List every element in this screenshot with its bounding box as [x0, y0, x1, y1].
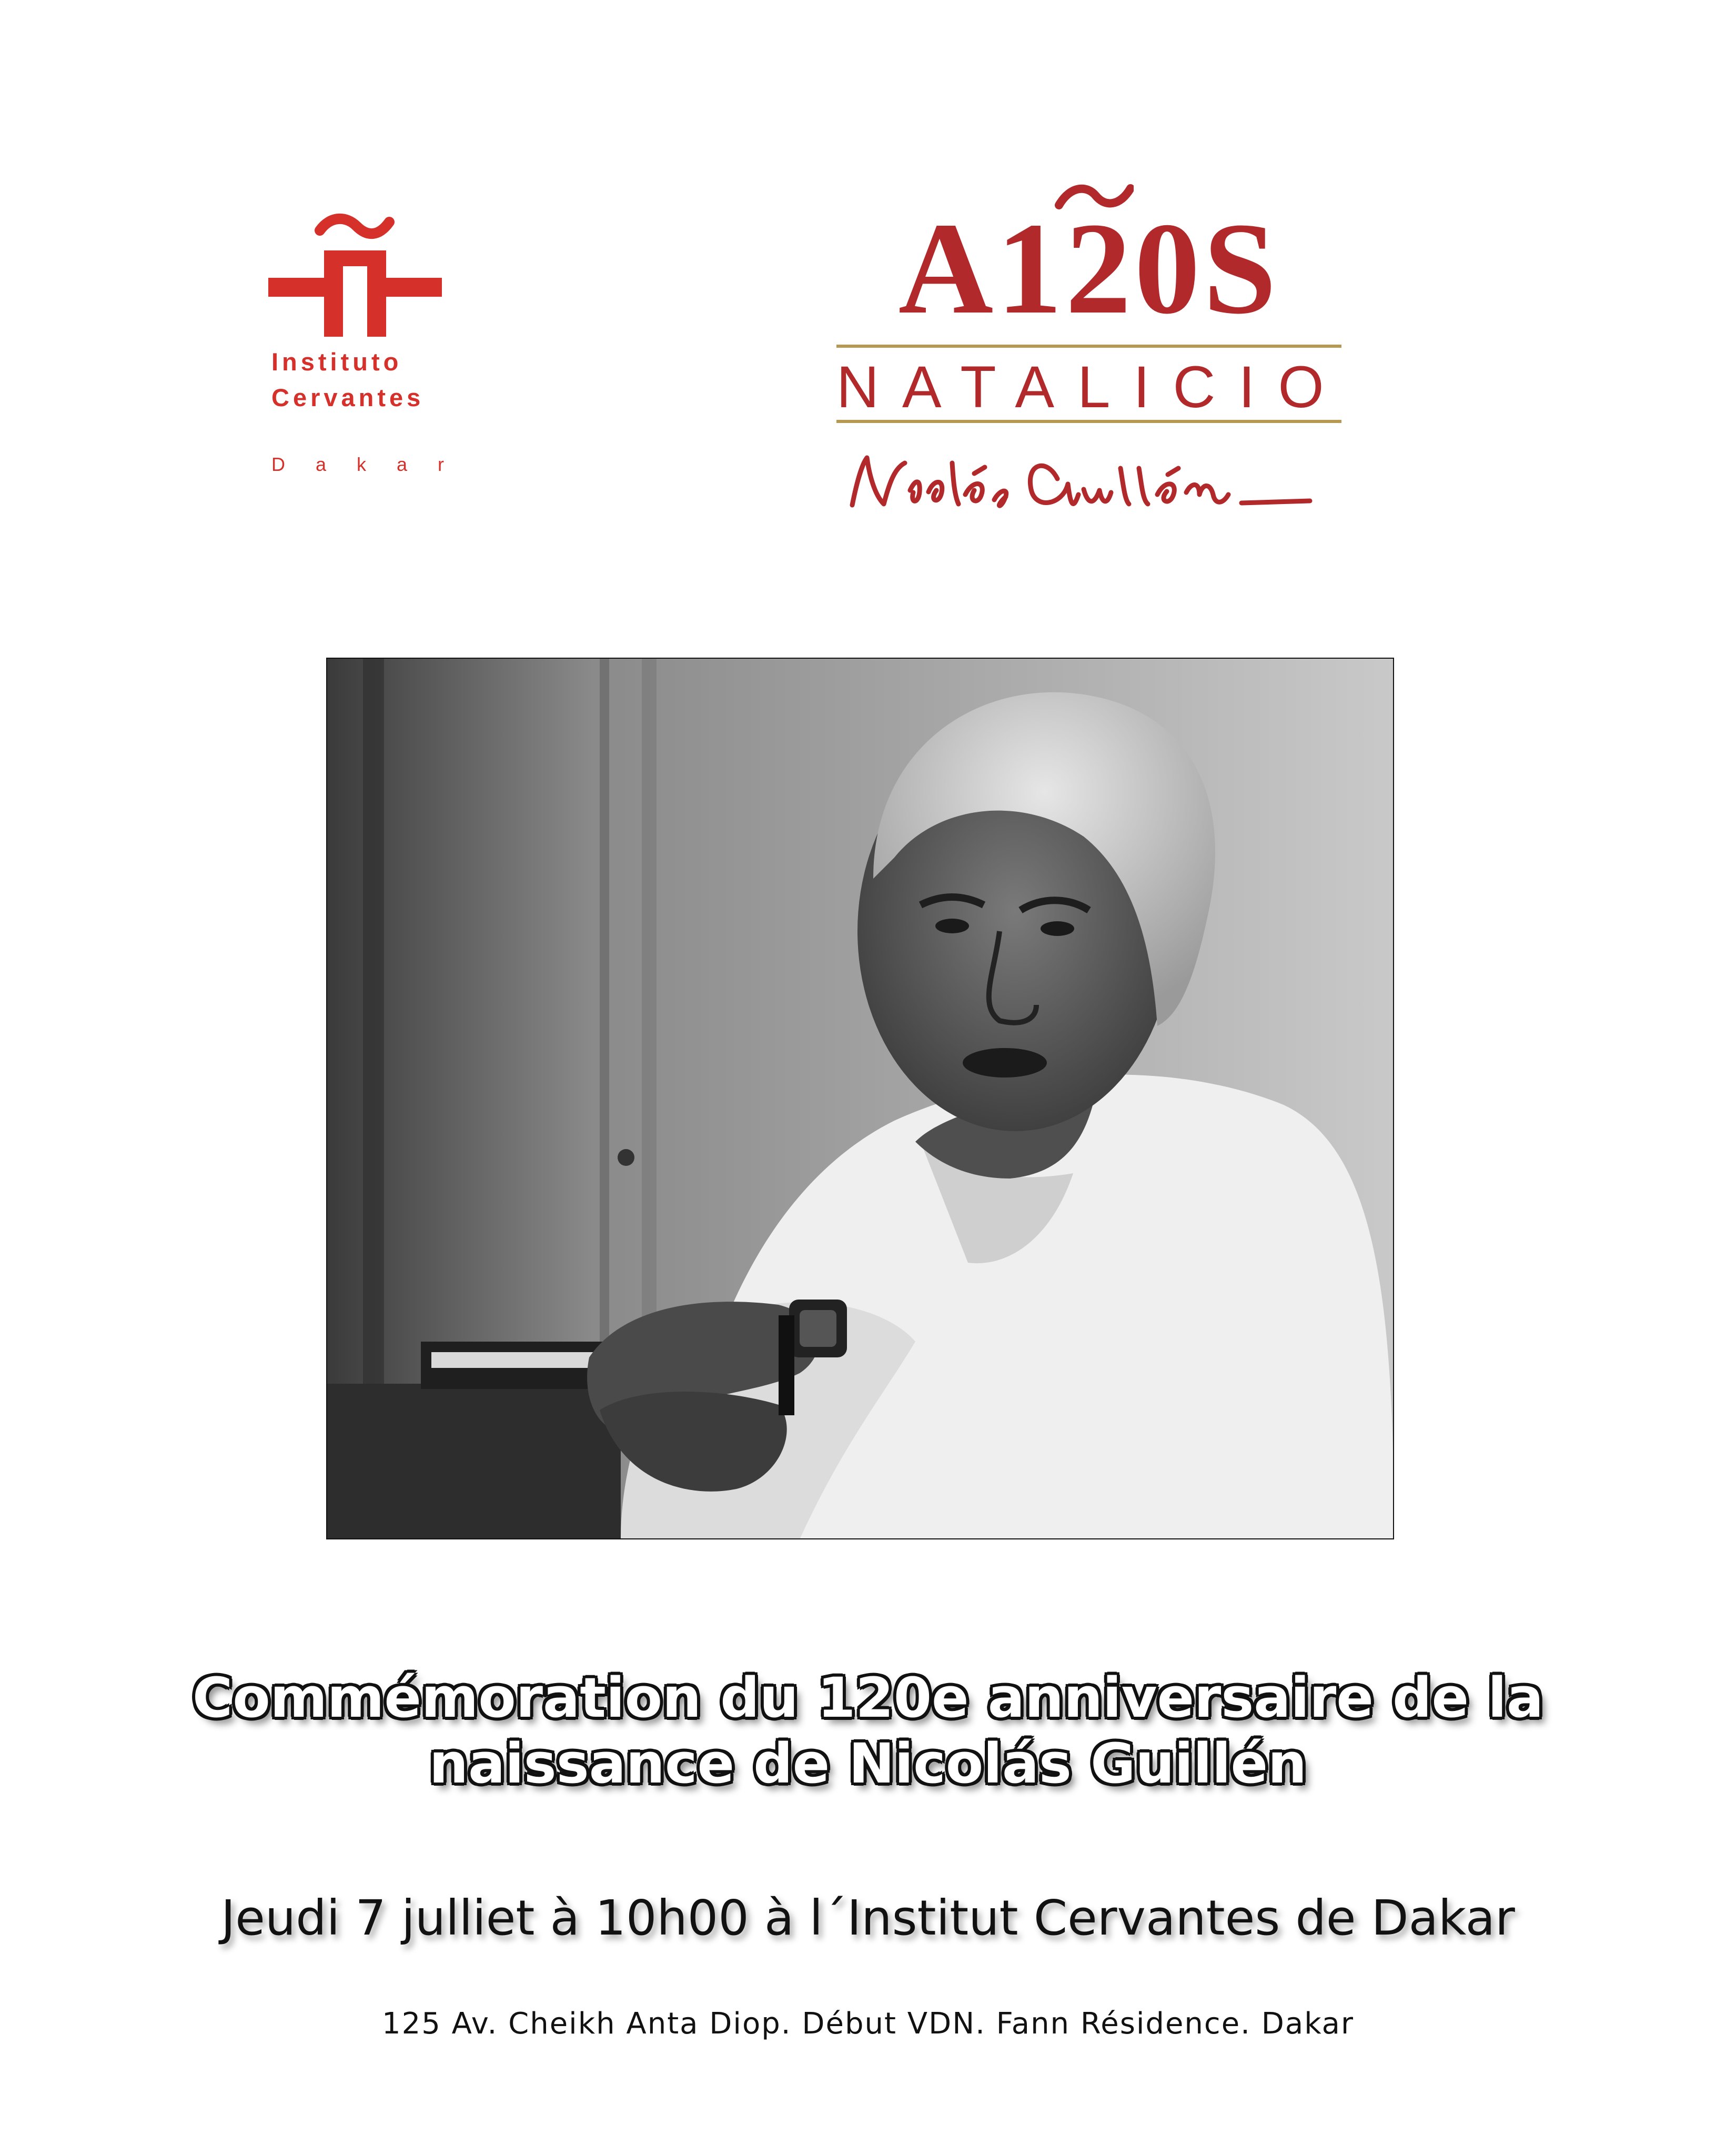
instituto-cervantes-logo [263, 210, 475, 484]
event-date-location: Jeudi 7 julliet à 10h00 à l´Institut Cervantes de Dakar [221, 1890, 1515, 1946]
instituto-cervantes-emblem-icon [268, 210, 442, 337]
gold-rule-bottom [836, 420, 1341, 423]
portrait-photo [326, 658, 1394, 1539]
event-address: 125 Av. Cheikh Anta Diop. Début VDN. Fann Résidence. Dakar [381, 2007, 1354, 2041]
cervantes-label: Cervantes [271, 384, 425, 411]
anniversary-main-text: A120S [898, 196, 1280, 341]
city-label: Dakar [271, 454, 475, 475]
natalicio-label: NATALICIO [836, 354, 1347, 420]
portrait-photo-icon [326, 658, 1394, 1539]
event-title: Commémoration du 120e anniversaire de la naissance de Nicolás Guillén [192, 1666, 1544, 1796]
signature-nicolas-guillen [836, 442, 1341, 516]
gold-rule-top [836, 345, 1341, 348]
instituto-label: Instituto [271, 348, 402, 376]
anniversary-logo [836, 179, 1347, 516]
